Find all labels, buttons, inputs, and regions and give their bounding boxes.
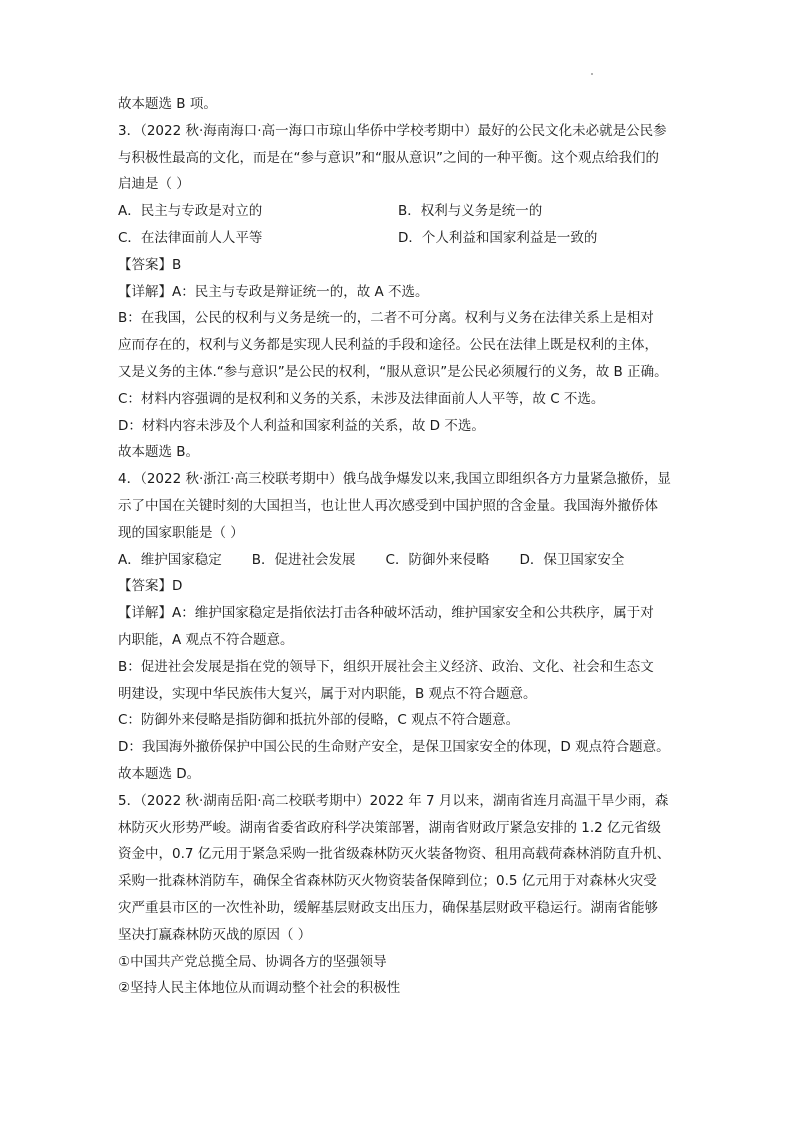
page-content [118,91,680,1002]
text-line: 明建设，实现中华民族伟大复兴，属于对内职能，B 观点不符合题意。 [118,685,537,702]
question-5-stem: 5．（2022 秋·湖南岳阳·高二校联考期中）2022 年 7 月以来，湖南省连月高温干旱少雨，森 [118,792,669,809]
option-a: A．维护国家稳定 [118,551,222,568]
option-c: C．在法律面前人人平等 [118,229,263,246]
explanation-line: 【详解】A：民主与专政是辩证统一的，故 A 不选。 [118,283,429,300]
answer-line: 【答案】D [118,578,183,595]
option-d: D．保卫国家安全 [519,551,625,568]
text-line: C：防御外来侵略是指防御和抵抗外部的侵略，C 观点不符合题意。 [118,712,520,729]
text-line: 现的国家职能是（ ） [118,524,244,541]
answer-line: 【答案】B [118,256,182,273]
question-3-options-row-2 [118,225,680,252]
statement-1: ①中国共产党总揽全局、协调各方的坚强领导 [118,953,387,970]
text-line: 启迪是（ ） [118,176,190,193]
option-d: D．个人利益和国家利益是一致的 [398,229,598,246]
option-b: B．权利与义务是统一的 [398,203,543,220]
text-line: 坚决打赢森林防灭战的原因（ ） [118,926,312,943]
page-mark [591,73,593,75]
text-line: 与积极性最高的文化，而是在“参与意识”和“服从意识”之间的一种平衡。这个观点给我们的 [118,149,659,166]
text-line: 故本题选 B 项。 [118,96,217,112]
text-line: 采购一批森林消防车，确保全省森林防灭火物资装备保障到位；0.5 亿元用于对森林火灾受 [118,873,657,890]
text-line: D：材料内容未涉及个人利益和国家利益的关系，故 D 不选。 [118,417,485,434]
text-line: 应而存在的，权利与义务都是实现人民利益的手段和途径。公民在法律上既是权利的主体， [118,337,658,354]
text-line: B：促进社会发展是指在党的领导下，组织开展社会主义经济、政治、文化、社会和生态文 [118,658,654,675]
question-4-stem: 4．（2022 秋·浙江·高三校联考期中）俄乌战争爆发以来,我国立即组织各方力量紧急撤侨，显 [118,471,671,488]
question-3-stem: 3．（2022 秋·海南海口·高一海口市琼山华侨中学校考期中）最好的公民文化未必就是公民参 [118,122,667,139]
question-4-options-row [118,547,680,574]
text-line: 示了中国在关键时刻的大国担当，也让世人再次感受到中国护照的含金量。我国海外撤侨体 [118,497,658,514]
text-line: B：在我国，公民的权利与义务是统一的，二者不可分离。权利与义务在法律关系上是相对 [118,310,654,327]
text-line: 资金中，0.7 亿元用于紧急采购一批省级森林防灭火装备物资、租用高载荷森林消防直升机、 [118,846,671,863]
statement-2: ②坚持人民主体地位从而调动整个社会的积极性 [118,980,401,997]
text-line: 内职能，A 观点不符合题意。 [118,631,294,648]
text-line: 灾严重县市区的一次性补助，缓解基层财政支出压力，确保基层财政平稳运行。湖南省能够 [118,899,658,916]
option-b: B．促进社会发展 [251,551,356,568]
explanation-line: 【详解】A：维护国家稳定是指依法打击各种破坏活动，维护国家安全和公共秩序，属于对 [118,605,654,622]
text-line: 又是义务的主体.“参与意识”是公民的权利，“服从意识”是公民必须履行的义务，故 B 正确。 [118,363,668,380]
text-line: 林防灭火形势严峻。湖南省委省政府科学决策部署，湖南省财政厅紧急安排的 1.2 亿元省级 [118,819,662,836]
text-line: C：材料内容强调的是权利和义务的关系，未涉及法律面前人人平等，故 C 不选。 [118,390,605,407]
text-line: 故本题选 B。 [118,444,200,461]
option-c: C．防御外来侵略 [385,551,490,568]
text-line: D：我国海外撤侨保护中国公民的生命财产安全，是保卫国家安全的体现，D 观点符合题意。 [118,739,670,756]
question-3-options-row-1 [118,198,680,225]
text-line: 故本题选 D。 [118,765,201,782]
option-a: A．民主与专政是对立的 [118,203,263,220]
